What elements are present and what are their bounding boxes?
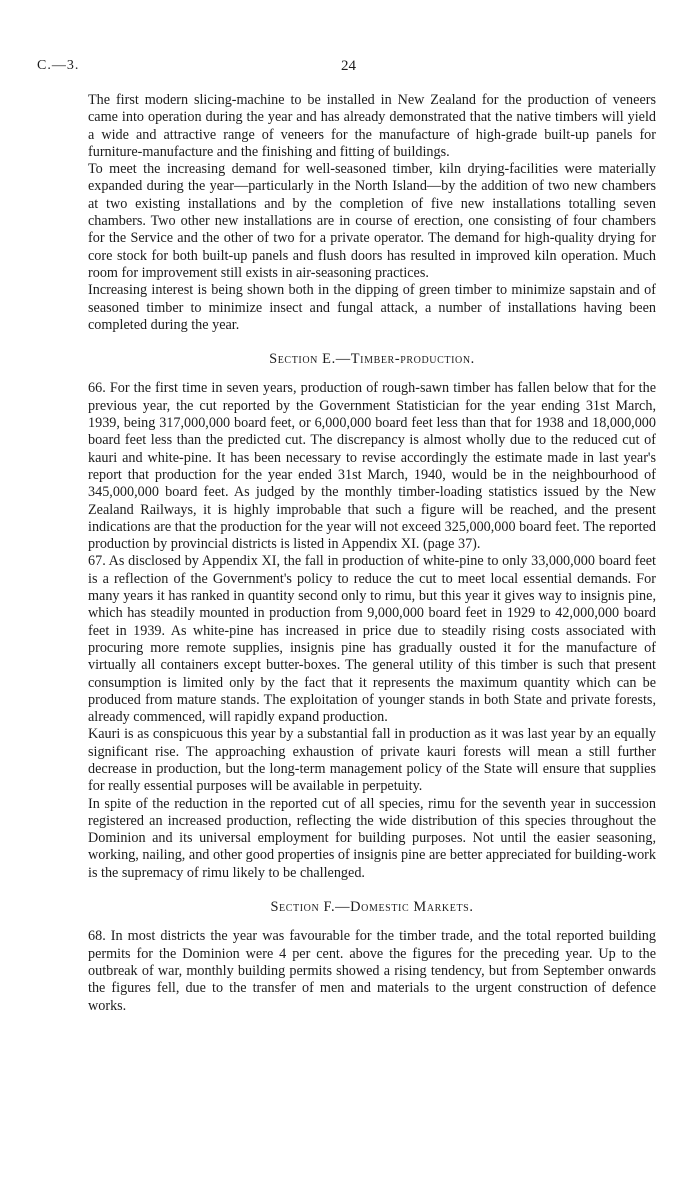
- intro-paragraph: The first modern slicing-machine to be installed in New Zealand for the production of veneers came into operation during the year and has already demonstrated that the native timbers will yield a wide and attractive range of veneers for the manufacture of high-grade built-up panels for furniture-manufacture and the finishing and fitting of buildings.: [88, 92, 656, 160]
- page-number: 24: [341, 58, 356, 74]
- section-paragraph: In spite of the reduction in the reported cut of all species, rimu for the seventh year in succession registered an increased production, reflecting the wide distribution of this species throughout the Dominion and its universal employment for building purposes. Not until the easier seasoning, working, nailing, and other good properties of insignis pine are better appreciated for building-work is the supremacy of rimu likely to be challenged.: [88, 795, 656, 881]
- section-paragraph: 66. For the first time in seven years, production of rough-sawn timber has fallen below that for the previous year, the cut reported by the Government Statistician for the year ending 31st March, 1939, being 317,000,000 board feet, or 6,000,000 board feet less than that for 1938 and 18,000,000 board feet less than the predicted cut. The discrepancy is almost wholly due to the reduced cut of kauri and white-pine. It has been necessary to revise accordingly the estimate made in last year's report that production for the year ended 31st March, 1940, would be in the neighbourhood of 345,000,000 board feet. As judged by the monthly timber-loading statistics issued by the New Zealand Railways, it is highly improbable that such a figure will be reached, and the present indications are that the production for the year will not exceed 325,000,000 board feet. The reported production by provincial districts is listed in Appendix XI. (page 37).: [88, 380, 656, 553]
- section-paragraph: 68. In most districts the year was favourable for the timber trade, and the total reported building permits for the Dominion were 4 per cent. above the figures for the preceding year. Up to the outbreak of war, monthly building permits showed a rising tendency, but from September onwards the figures fell, due to the transfer of men and materials to the urgent construction of defence works.: [88, 928, 656, 1014]
- intro-paragraph: Increasing interest is being shown both in the dipping of green timber to minimize sapstain and of seasoned timber to minimize insect and fungal attack, a number of installations having been completed during the year.: [88, 282, 656, 333]
- page-body: [88, 92, 656, 1015]
- intro-paragraph: To meet the increasing demand for well-seasoned timber, kiln drying-facilities were materially expanded during the year—particularly in the North Island—by the addition of two new chambers at two existing installations and by the completion of five new installations totalling seven chambers. Two other new installations are in course of erection, one consisting of four chambers for the Service and the other of two for a private operator. The demand for high-quality drying for core stock for both built-up panels and flush doors has resulted in improved kiln operation. Much room for improvement still exists in air-seasoning practices.: [88, 161, 656, 281]
- section-f-heading: Section F.—Domestic Markets.: [270, 899, 474, 916]
- section-paragraph: Kauri is as conspicuous this year by a substantial fall in production as it was last year by an equally significant rise. The approaching exhaustion of private kauri forests will mean a still further decrease in production, but the long-term management policy of the State will ensure that supplies for really essential purposes will be available in perpetuity.: [88, 726, 656, 795]
- section-e-heading: Section E.—Timber-production.: [269, 351, 475, 368]
- page-reference: C.—3.: [37, 58, 80, 73]
- page-header: [37, 58, 660, 78]
- section-paragraph: 67. As disclosed by Appendix XI, the fall in production of white-pine to only 33,000,000 board feet is a reflection of the Government's policy to reduce the cut to meet local essential demands. For many years it has ranked in quantity second only to rimu, but this year it gives way to insignis pine, which has steadily mounted in production from 9,000,000 board feet in 1929 to 42,000,000 board feet in 1939. As white-pine has increased in price due to steadily rising costs associated with procuring more remote supplies, insignis pine has gradually ousted it for the manufacture of virtually all containers except butter-boxes. The general utility of this timber is such that present consumption is limited only by the fact that it represents the maximum quantity which can be produced from mature stands. The exploitation of younger stands in both State and private forests, already commenced, will rapidly expand production.: [88, 553, 656, 726]
